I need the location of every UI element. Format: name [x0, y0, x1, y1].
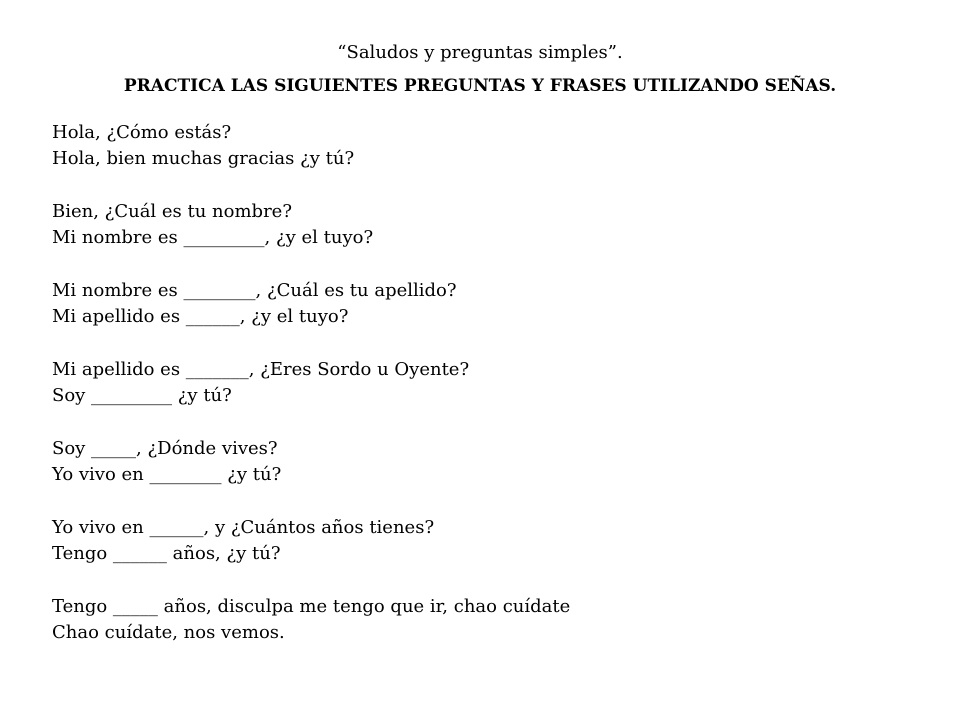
dialogue-exchange — [52, 515, 932, 567]
dialogue-exchange — [52, 278, 932, 330]
dialogue-exchange — [52, 594, 932, 646]
dialogue-line: Tengo ______ años, ¿y tú? — [52, 543, 281, 564]
dialogue-line: Yo vivo en ______, y ¿Cuántos años tienes? — [52, 517, 435, 538]
dialogue-line: Mi apellido es _______, ¿Eres Sordo u Oyente? — [52, 359, 470, 380]
dialogue-line: Yo vivo en ________ ¿y tú? — [52, 464, 282, 485]
document-subtitle: “Saludos y preguntas simples”. — [337, 42, 623, 63]
document-instruction: PRACTICA LAS SIGUIENTES PREGUNTAS Y FRASES UTILIZANDO SEÑAS. — [123, 76, 837, 96]
dialogue-line: Mi apellido es ______, ¿y el tuyo? — [52, 306, 349, 327]
dialogue-line: Hola, bien muchas gracias ¿y tú? — [52, 148, 355, 169]
dialogue-line: Soy _____, ¿Dónde vives? — [52, 438, 278, 459]
dialogue-exchange — [52, 120, 932, 172]
dialogue-line: Bien, ¿Cuál es tu nombre? — [52, 201, 292, 222]
dialogue-exchange — [52, 357, 932, 409]
dialogue-line: Tengo _____ años, disculpa me tengo que ir, chao cuídate — [52, 596, 571, 617]
dialogue-line: Hola, ¿Cómo estás? — [52, 122, 232, 143]
dialogue-line: Mi nombre es _________, ¿y el tuyo? — [52, 227, 374, 248]
dialogue-line: Soy _________ ¿y tú? — [52, 385, 232, 406]
dialogue-line: Mi nombre es ________, ¿Cuál es tu apellido? — [52, 280, 457, 301]
dialogue-list — [52, 120, 932, 673]
dialogue-line: Chao cuídate, nos vemos. — [52, 622, 285, 643]
dialogue-exchange — [52, 436, 932, 488]
dialogue-exchange — [52, 199, 932, 251]
